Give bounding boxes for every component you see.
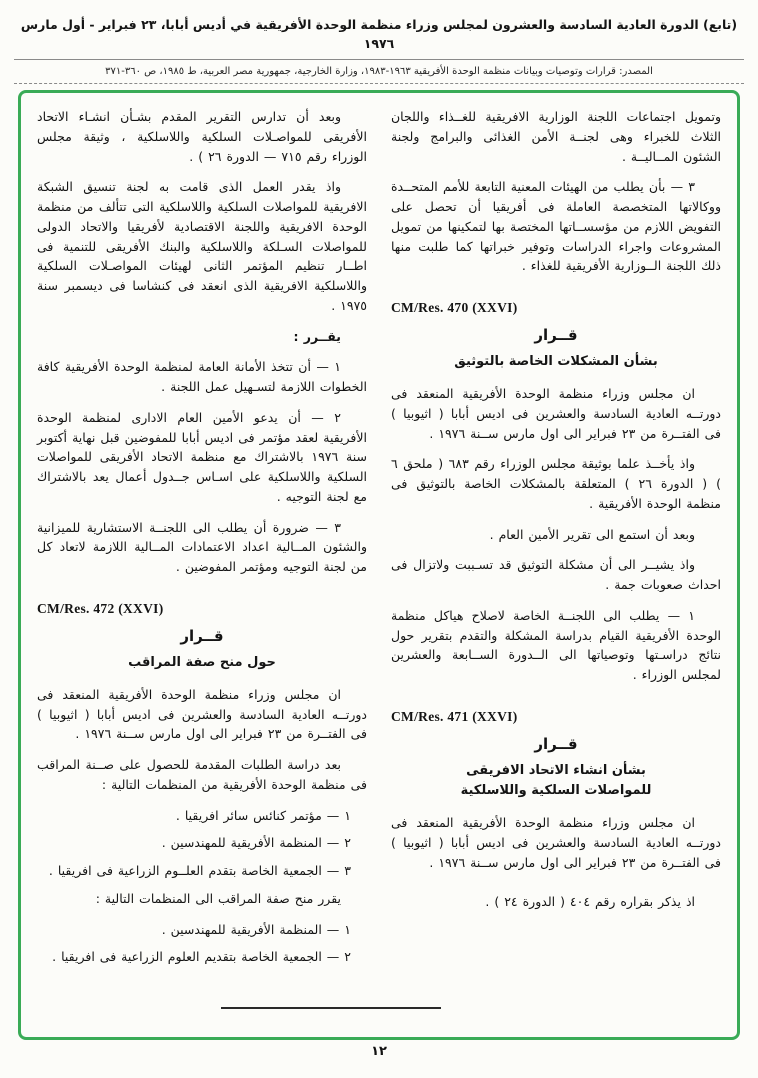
resolution-code: CM/Res. 472 (XXVI) bbox=[37, 600, 164, 616]
resolution-subtitle: بشأن المشكلات الخاصة بالتوثيق bbox=[454, 354, 658, 369]
list-item: ١ — مؤتمر كنائس سائر افريقيا . bbox=[175, 807, 351, 823]
paragraph: ان مجلس وزراء منظمة الوحدة الأفريقية المنعقد فى دورتــه العادية السادسة والعشرين فى اديس أبابا ( اثيوبيا ) فى الفتــرة من ٢٣ فبراير الى اول مارس ســنة ١٩٧٦ . bbox=[391, 386, 721, 441]
paragraph: ١ — يطلب الى اللجنــة الخاصة لاصلاح هياكل منظمة الوحدة الأفريقية القيام بدراسة المشكلة والتقدم بتقرير حول نتائج دراسـتها وتوصياتها الى الــدورة الســابعة والعشرين لمجلس الوزراء . bbox=[391, 607, 721, 683]
resolution-title: قــرار bbox=[180, 626, 224, 645]
paragraph: وبعد أن تدارس التقرير المقدم بشـأن انشـاء الاتحاد الأفريقى للمواصـلات السلكية واللاسلكية ، وثيقة مجلس الوزراء رقم ٧١٥ — الدورة ٢٦ ) . bbox=[37, 109, 367, 164]
column-right bbox=[391, 107, 721, 1027]
paragraph: اذ يذكر بقراره رقم ٤٠٤ ( الدورة ٢٤ ) . bbox=[485, 894, 695, 910]
paragraph: واذ يقدر العمل الذى قامت به لجنة تنسيق الشبكة الافريقية للمواصلات السلكية واللاسلكية التى تتألف من منظمة الوحدة الافريقية واللجنة الاقتصادية لأفريقيا والاتحاد الدولى للمواصلات السـلكة واللاسلكية والبنك الأفريقى للتنمية فى اطــار تنظيم المؤتمر الثانى لهيئات المواصـلات السلكية واللاسلكية الافريقية الذى انعقد فى كنشاسا فى ديسمبر سنة ١٩٧٥ . bbox=[37, 179, 367, 313]
column-left bbox=[37, 107, 367, 1027]
doc-header-source: المصدر: قرارات وتوصيات وبيانات منظمة الوحدة الأفريقية ١٩٦٣-١٩٨٣، وزارة الخارجية، جمهورية مصر العربية، ط ١٩٨٥، ص ٣٦٠-٣٧١ bbox=[14, 60, 744, 84]
paragraph: ١ — أن تتخذ الأمانة العامة لمنظمة الوحدة الأفريقية كافة الخطوات اللازمة لتسـهيل عمل اللجنة . bbox=[37, 359, 367, 394]
paragraph: ٣ — ضرورة أن يطلب الى اللجنــة الاستشارية للميزانية والشئون المــالية اعداد الاعتمادات المــالية اللازمة لاتعاد كل من لجنة التوجيه ومؤتمر المفوضين . bbox=[37, 519, 367, 574]
content-frame bbox=[18, 90, 740, 1040]
two-column-layout bbox=[37, 107, 721, 1027]
paragraph: واذ يشيــر الى أن مشكلة التوثيق قد تسـببت ولاتزال فى احداث صعوبات جمة . bbox=[391, 557, 721, 593]
doc-header-title: (تابع) الدورة العادية السادسة والعشرون لمجلس وزراء منظمة الوحدة الأفريقية في أديس أبابا، ٢٣ فبراير - أول مارس ١٩٧٦ bbox=[14, 16, 744, 60]
resolution-title: قــرار bbox=[534, 734, 578, 753]
paragraph: ٢ — أن يدعو الأمين العام الادارى لمنظمة الوحدة الأفريقية لعقد مؤتمر فى اديس أبابا للمفوضين قبل نهاية أكتوبر سنة ١٩٧٦ بالاشتراك مع منظمة الاتحاد الأفريقى للمواصلات السلكية واللاسلكية على اسـاس جــدول أعمال يعد بالاشتراك مع لجنة التوجيه . bbox=[37, 409, 367, 504]
resolution-title: قــرار bbox=[534, 326, 578, 344]
document-header bbox=[0, 0, 758, 84]
page-number: ١٢ bbox=[371, 1044, 387, 1059]
paragraph: ٣ — بأن يطلب من الهيئات المعنية التابعة للأمم المتحــدة ووكالاتها المتخصصة العاملة فى أفريقيا أن تحصل على التفويض اللازم من مؤسســاتها المختصة بها لتمكينها من تمويل المشروعات واجراء الدراسات وتوفير خبراتها كما طلبت منها ذلك اللجنة الــوزارية الأفريقية للغذاء . bbox=[391, 179, 721, 274]
list-item: ١ — المنظمة الأفريقية للمهندسين . bbox=[161, 921, 351, 937]
paragraph: ان مجلس وزراء منظمة الوحدة الأفريقية المنعقد فى دورتــه العادية السادسة والعشرين فى اديس أبابا ( اثيوبيا ) فى الفتــرة من ٢٣ فبراير الى اول مارس ســنة ١٩٧٦ . bbox=[391, 815, 721, 870]
paragraph: يقــرر : bbox=[293, 328, 341, 344]
paragraph: وبعد أن استمع الى تقرير الأمين العام . bbox=[489, 526, 695, 542]
paragraph: ان مجلس وزراء منظمة الوحدة الأفريقية المنعقد فى دورتــه العادية السادسة والعشرين فى اديس أبابا ( اثيوبيا ) فى الفتــرة من ٢٣ فبراير الى اول مارس ســنة ١٩٧٦ . bbox=[37, 686, 367, 742]
paragraph: وتمويل اجتماعات اللجنة الوزارية الافريقية للغــذاء واللجان الثلاث للخبراء وهى لجنــة الأمن الغذائى والبرامج ولجنة الشئون المــاليــة . bbox=[391, 109, 721, 164]
end-of-text-rule bbox=[221, 1007, 441, 1009]
paragraph: واذ يأخــذ علما بوثيقة مجلس الوزراء رقم ٦٨٣ ( ملحق ٦ ) ( الدورة ٢٦ ) المتعلقة بالمشكلات الخاصة بالتوثيق فى منظمة الوحدة الأفريقية . bbox=[391, 456, 721, 511]
resolution-code: CM/Res. 471 (XXVI) bbox=[391, 708, 518, 724]
paragraph: يقرر منح صفة المراقب الى المنظمات التالية : bbox=[95, 890, 341, 906]
paragraph: بعد دراسة الطلبات المقدمة للحصول على صــنة المراقب فى منظمة الوحدة الأفريقية من المنظمات التالية : bbox=[37, 757, 367, 792]
list-item: ٣ — الجمعية الخاصة بتقدم العلــوم الزراعية فى افريقيا . bbox=[48, 863, 351, 879]
resolution-subtitle: حول منح صفة المراقب bbox=[128, 654, 276, 670]
resolution-subtitle: بشأن انشاء الاتحاد الافريقى للمواصلات السلكية واللاسلكية bbox=[460, 762, 652, 799]
resolution-code: CM/Res. 470 (XXVI) bbox=[391, 300, 518, 315]
list-item: ٢ — الجمعية الخاصة بتقديم العلوم الزراعية فى افريقيا . bbox=[52, 949, 351, 965]
list-item: ٢ — المنظمة الأفريقية للمهندسين . bbox=[161, 835, 351, 851]
